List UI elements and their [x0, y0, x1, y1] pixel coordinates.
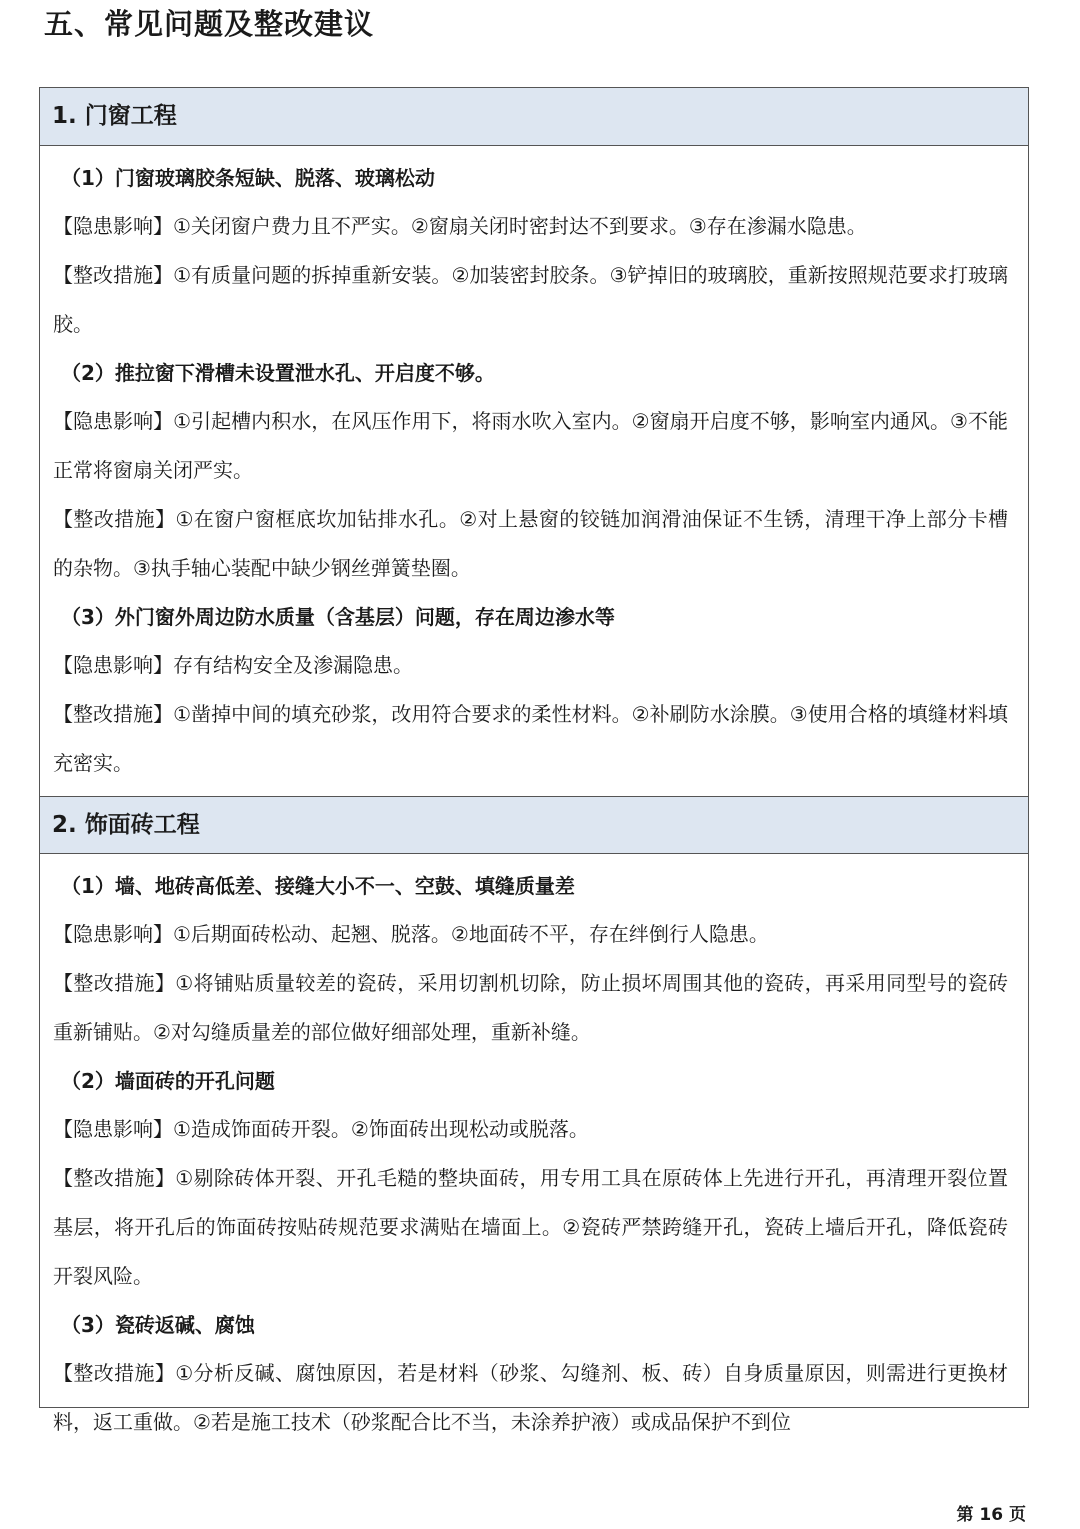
- hazard-paragraph: 【隐患影响】①造成饰面砖开裂。②饰面砖出现松动或脱落。: [53, 1117, 589, 1141]
- section-body-doors-windows: [40, 146, 1028, 796]
- page-title: 五、常见问题及整改建议: [44, 7, 375, 41]
- remedy-paragraph: 【整改措施】①凿掉中间的填充砂浆，改用符合要求的柔性材料。②补刷防水涂膜。③使用合格的填缝材料填充密实。: [53, 702, 1008, 775]
- hazard-paragraph: 【隐患影响】①引起槽内积水，在风压作用下，将雨水吹入室内。②窗扇开启度不够，影响室内通风。③不能正常将窗扇关闭严实。: [53, 409, 1008, 482]
- hazard-paragraph: 【隐患影响】①后期面砖松动、起翘、脱落。②地面砖不平，存在绊倒行人隐患。: [53, 922, 769, 946]
- remedy-paragraph: 【整改措施】①剔除砖体开裂、开孔毛糙的整块面砖，用专用工具在原砖体上先进行开孔，再清理开裂位置基层，将开孔后的饰面砖按贴砖规范要求满贴在墙面上。②瓷砖严禁跨缝开孔，瓷砖上墙后开孔，降低瓷砖开裂风险。: [53, 1166, 1008, 1288]
- issue-title: （2）墙面砖的开孔问题: [61, 1069, 275, 1093]
- issue-title: （1）门窗玻璃胶条短缺、脱落、玻璃松动: [61, 166, 435, 190]
- issue-title: （3）外门窗外周边防水质量（含基层）问题，存在周边渗水等: [61, 605, 615, 629]
- hazard-paragraph: 【隐患影响】存有结构安全及渗漏隐患。: [53, 653, 413, 677]
- section-heading-facing-tiles: 2. 饰面砖工程: [40, 796, 1028, 854]
- content-table: [39, 87, 1029, 1434]
- remedy-paragraph: 【整改措施】①将铺贴质量较差的瓷砖，采用切割机切除，防止损坏周围其他的瓷砖，再采用同型号的瓷砖重新铺贴。②对勾缝质量差的部位做好细部处理，重新补缝。: [53, 971, 1008, 1044]
- remedy-paragraph: 【整改措施】①分析反碱、腐蚀原因，若是材料（砂浆、勾缝剂、板、砖）自身质量原因，则需进行更换材料，返工重做。②若是施工技术（砂浆配合比不当，未涂养护液）或成品保护不到位: [53, 1361, 1008, 1434]
- section-body-facing-tiles: [40, 854, 1028, 1447]
- remedy-paragraph: 【整改措施】①有质量问题的拆掉重新安装。②加装密封胶条。③铲掉旧的玻璃胶，重新按照规范要求打玻璃胶。: [53, 263, 1008, 336]
- issue-title: （3）瓷砖返碱、腐蚀: [61, 1313, 255, 1337]
- section-heading-doors-windows: 1. 门窗工程: [40, 88, 1028, 146]
- issue-title: （1）墙、地砖高低差、接缝大小不一、空鼓、填缝质量差: [61, 874, 575, 898]
- remedy-paragraph: 【整改措施】①在窗户窗框底坎加钻排水孔。②对上悬窗的铰链加润滑油保证不生锈，清理干净上部分卡槽的杂物。③执手轴心装配中缺少钢丝弹簧垫圈。: [53, 507, 1008, 580]
- hazard-paragraph: 【隐患影响】①关闭窗户费力且不严实。②窗扇关闭时密封达不到要求。③存在渗漏水隐患。: [53, 214, 867, 238]
- page-number: 第 16 页: [956, 1505, 1026, 1525]
- issue-title: （2）推拉窗下滑槽未设置泄水孔、开启度不够。: [61, 361, 495, 385]
